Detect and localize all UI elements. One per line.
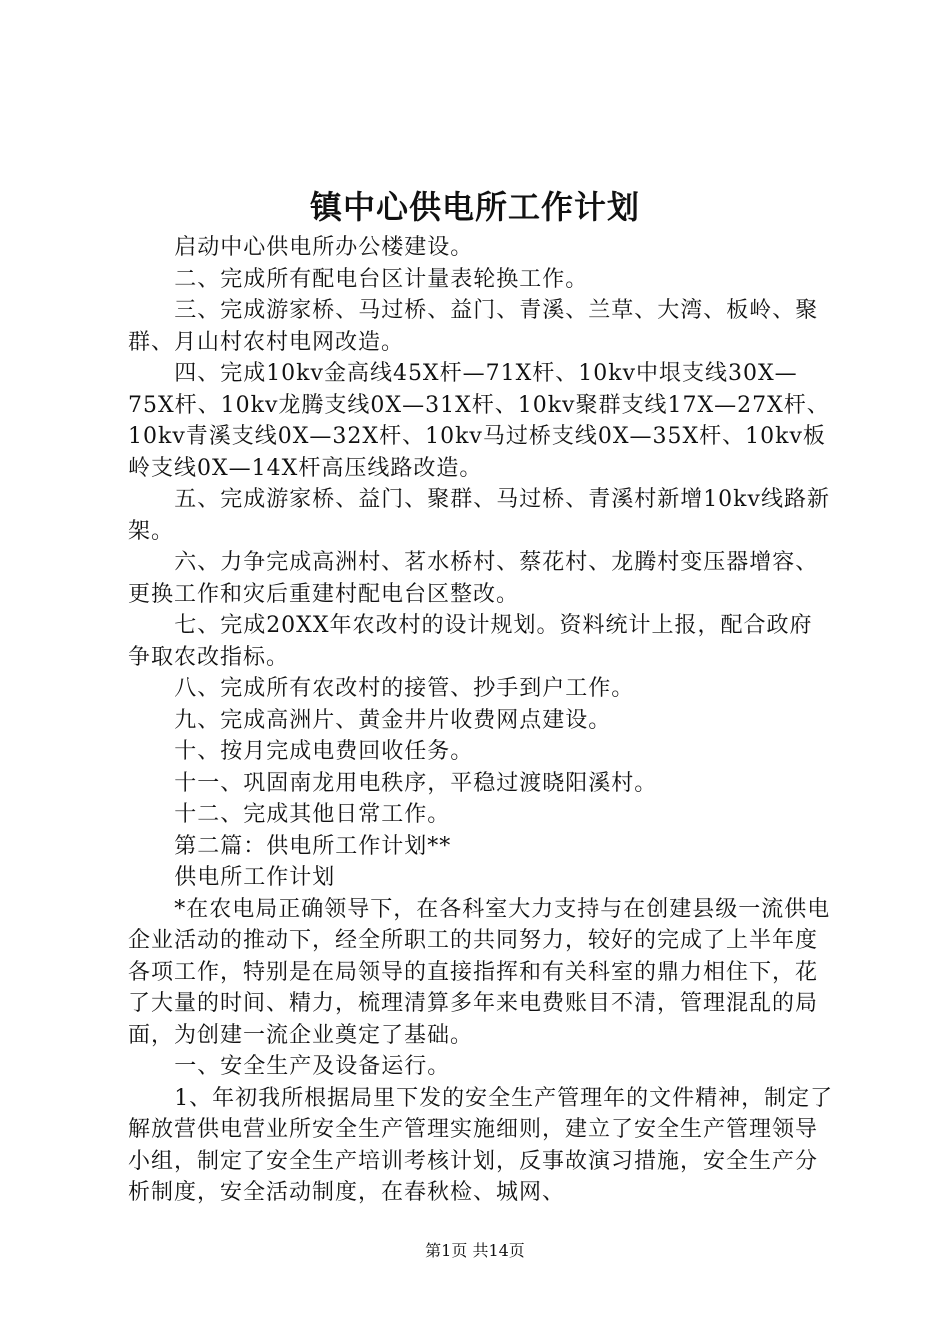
paragraph: 十二、完成其他日常工作。 (174, 802, 451, 827)
paragraph: 十一、巩固南龙用电秩序，平稳过渡晓阳溪村。 (174, 770, 658, 796)
document-title: 镇中心供电所工作计划 (309, 188, 640, 226)
paragraph: 二、完成所有配电台区计量表轮换工作。 (174, 266, 589, 292)
paragraph: 六、力争完成高洲村、茗水桥村、蔡花村、龙腾村变压器增容、更换工作和灾后重建村配电台区整改。 (128, 550, 819, 607)
paragraph: 十、按月完成电费回收任务。 (174, 739, 474, 764)
paragraph: *在农电局正确领导下，在各科室大力支持与在创建县级一流供电企业活动的推动下，经全所职工的共同努力，较好的完成了上半年度各项工作，特别是在局领导的直接指挥和有关科室的鼎力相住下，花了大量的时间、精力，梳理清算多年来电费账目不清，管理混乱的局面，为创建一流企业奠定了基础。 (128, 896, 831, 1048)
subheading: 供电所工作计划 (174, 865, 336, 890)
paragraph: 1、年初我所根据局里下发的安全生产管理年的文件精神，制定了解放营供电营业所安全生产管理实施细则，建立了安全生产管理领导小组，制定了安全生产培训考核计划，反事故演习措施，安全生产分析制度，安全活动制度，在春秋检、城网、 (128, 1085, 834, 1205)
paragraph: 四、完成10kv金高线45X杆—71X杆、10kv中垠支线30X—75X杆、10kv龙腾支线0X—31X杆、10kv聚群支线17X—27X杆、10kv青溪支线0X—32X杆、10kv马过桥支线0X—35X杆、10kv板岭支线0X—14X杆高压线路改造。 (128, 361, 830, 481)
paragraph: 九、完成高洲片、黄金井片收费网点建设。 (174, 707, 612, 733)
section-heading: 第二篇：供电所工作计划** (174, 833, 452, 859)
paragraph: 启动中心供电所办公楼建设。 (174, 235, 474, 260)
paragraph: 八、完成所有农改村的接管、抄手到户工作。 (174, 676, 635, 701)
paragraph: 三、完成游家桥、马过桥、益门、青溪、兰草、大湾、板岭、聚群、月山村农村电网改造。 (128, 298, 819, 355)
paragraph: 五、完成游家桥、益门、聚群、马过桥、青溪村新增10kv线路新架。 (128, 487, 830, 544)
page-number: 第1页 共14页 (425, 1241, 525, 1260)
paragraph: 一、安全生产及设备运行。 (174, 1054, 451, 1079)
paragraph: 七、完成20XX年农改村的设计规划。资料统计上报，配合政府争取农改指标。 (128, 613, 813, 670)
document-body (128, 232, 834, 1209)
